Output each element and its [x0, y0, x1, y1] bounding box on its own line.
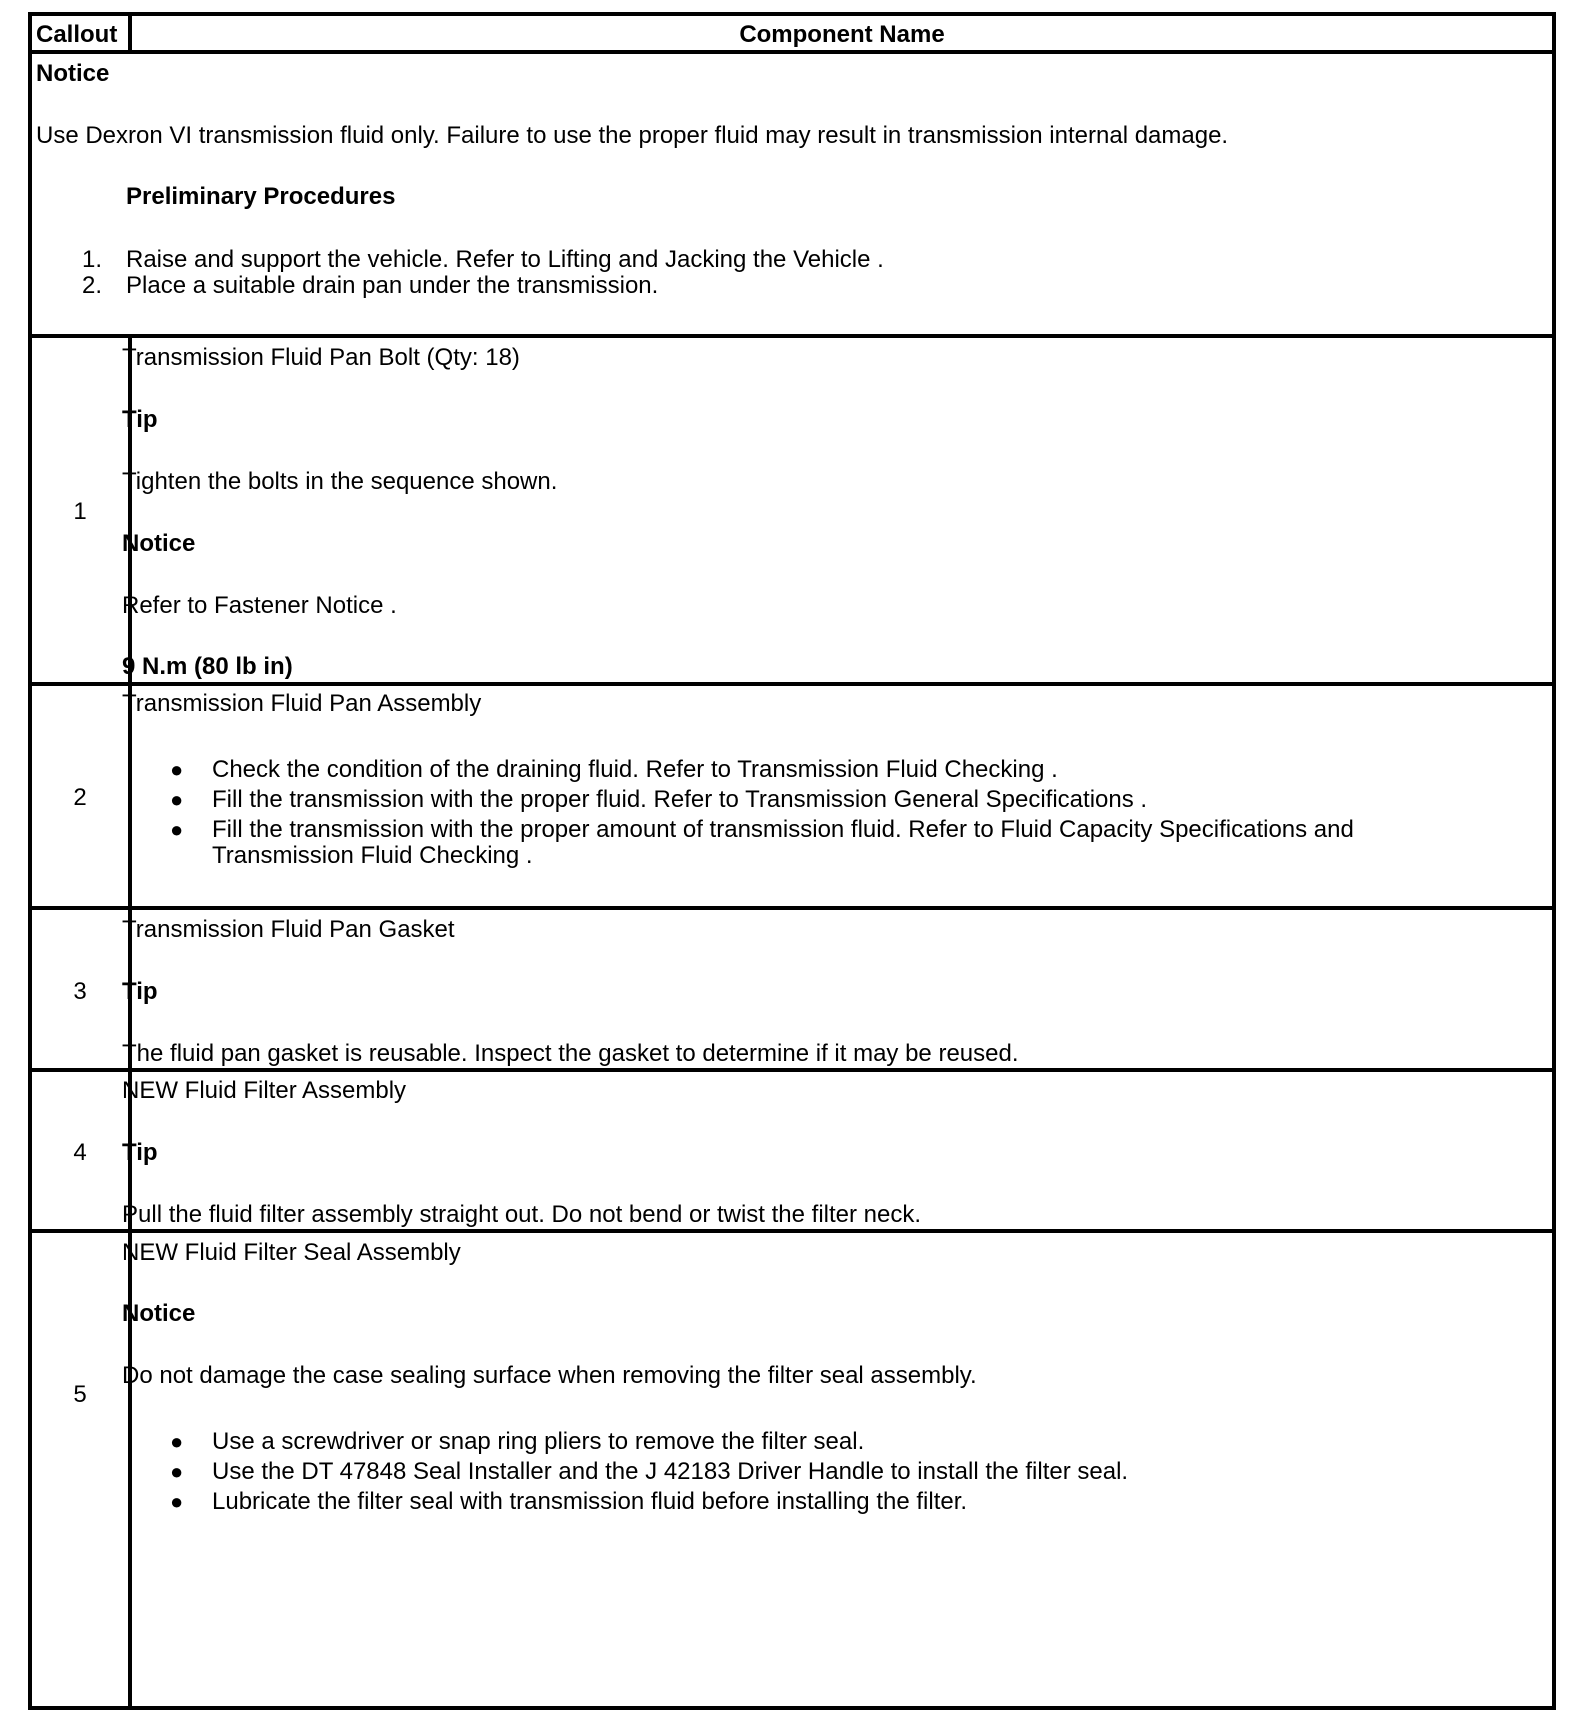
- bullet-icon: ●: [170, 1489, 184, 1514]
- intro-notice-title: Notice: [36, 60, 110, 87]
- row-separator: [32, 1068, 1552, 1072]
- component-name: Transmission Fluid Pan Gasket: [122, 916, 455, 943]
- notice-title: Notice: [122, 1300, 196, 1327]
- notice-text: Refer to Fastener Notice .: [122, 592, 397, 619]
- component-name: NEW Fluid Filter Seal Assembly: [122, 1239, 461, 1266]
- tip-title: Tip: [122, 1139, 158, 1166]
- step-number: 1.: [81, 246, 102, 273]
- header-separator: [32, 50, 1552, 54]
- intro-separator: [32, 334, 1552, 338]
- notice-text: Do not damage the case sealing surface when removing the filter seal assembly.: [122, 1362, 977, 1389]
- callout-number: 5: [73, 1381, 87, 1408]
- callout-number: 2: [73, 784, 87, 811]
- bullet-text: Check the condition of the draining fluid. Refer to Transmission Fluid Checking .: [212, 756, 1058, 783]
- tip-title: Tip: [122, 406, 158, 433]
- row-separator: [32, 1229, 1552, 1233]
- bullet-icon: ●: [170, 1459, 184, 1484]
- bullet-text-continued: Transmission Fluid Checking .: [212, 842, 533, 869]
- bullet-icon: ●: [170, 757, 184, 782]
- intro-notice-text: Use Dexron VI transmission fluid only. Failure to use the proper fluid may result in transmission internal damage.: [36, 122, 1229, 149]
- bullet-text: Fill the transmission with the proper amount of transmission fluid. Refer to Fluid Capacity Specifications and: [212, 816, 1354, 843]
- component-name: Transmission Fluid Pan Assembly: [122, 690, 482, 717]
- header-callout: Callout: [36, 21, 118, 48]
- preliminary-procedures-title: Preliminary Procedures: [126, 183, 396, 210]
- callout-number: 1: [73, 498, 87, 525]
- header-component-name: Component Name: [739, 21, 945, 48]
- component-name: NEW Fluid Filter Assembly: [122, 1077, 407, 1104]
- tip-text: Pull the fluid filter assembly straight out. Do not bend or twist the filter neck.: [122, 1201, 922, 1228]
- bullet-icon: ●: [170, 817, 184, 842]
- component-name: Transmission Fluid Pan Bolt (Qty: 18): [122, 344, 520, 371]
- component-table: [28, 12, 1556, 1710]
- bullet-icon: ●: [170, 1429, 184, 1454]
- bullet-text: Lubricate the filter seal with transmission fluid before installing the filter.: [212, 1488, 968, 1515]
- bullet-text: Use the DT 47848 Seal Installer and the J 42183 Driver Handle to install the filter seal.: [212, 1458, 1129, 1485]
- step-text: Raise and support the vehicle. Refer to Lifting and Jacking the Vehicle .: [126, 246, 884, 273]
- tip-title: Tip: [122, 978, 158, 1005]
- bullet-text: Use a screwdriver or snap ring pliers to remove the filter seal.: [212, 1428, 865, 1455]
- tip-text: The fluid pan gasket is reusable. Inspect the gasket to determine if it may be reused.: [122, 1040, 1019, 1067]
- callout-number: 3: [73, 978, 87, 1005]
- notice-title: Notice: [122, 530, 196, 557]
- step-text: Place a suitable drain pan under the transmission.: [126, 272, 659, 299]
- bullet-icon: ●: [170, 787, 184, 812]
- row-separator: [32, 906, 1552, 910]
- callout-number: 4: [73, 1139, 87, 1166]
- tip-text: Tighten the bolts in the sequence shown.: [122, 468, 558, 495]
- torque-spec: 9 N.m (80 lb in): [122, 653, 293, 680]
- row-separator: [32, 682, 1552, 686]
- bullet-text: Fill the transmission with the proper fluid. Refer to Transmission General Specifications .: [212, 786, 1148, 813]
- step-number: 2.: [81, 272, 102, 299]
